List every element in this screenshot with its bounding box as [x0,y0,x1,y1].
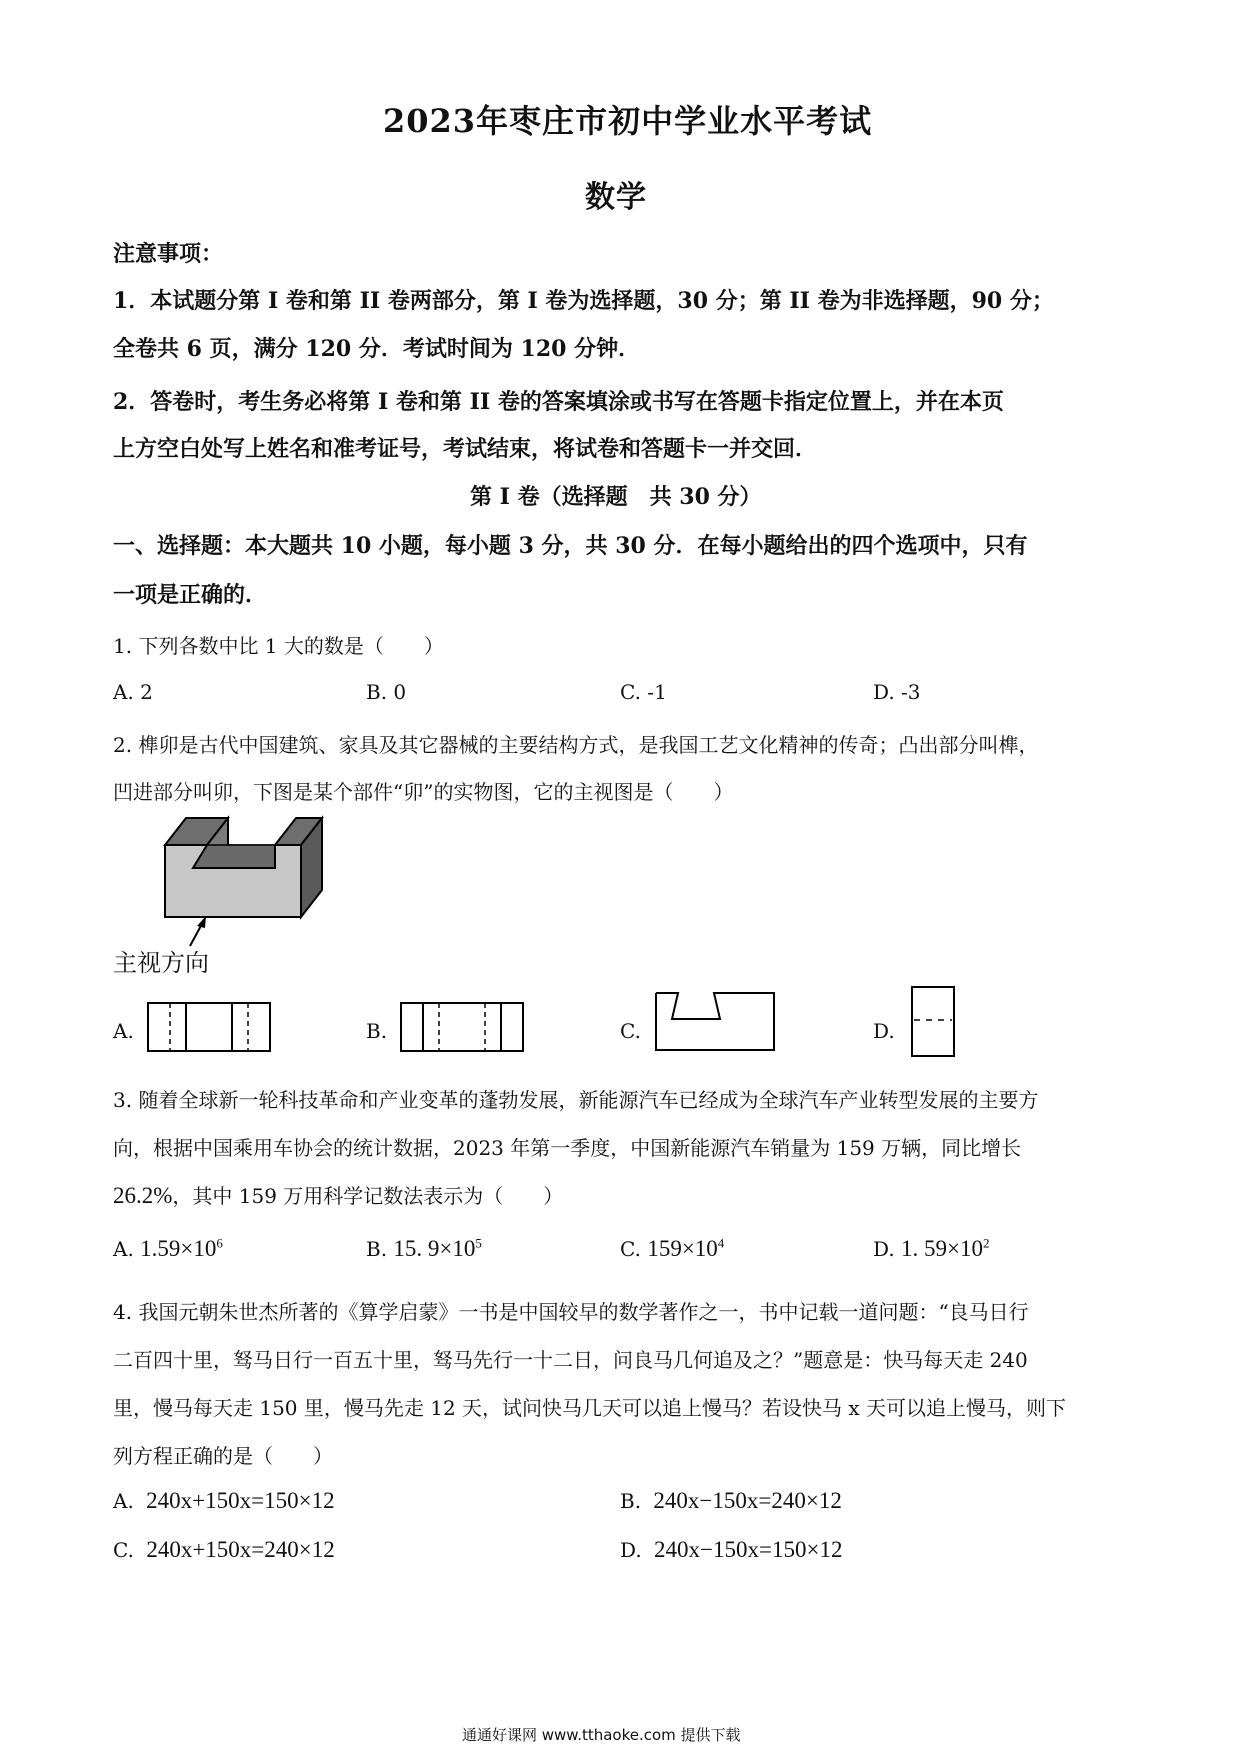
q3-percent: 26.2% [113,1183,173,1208]
q3-stem-line1: 3. 随着全球新一轮科技革命和产业变革的蓬勃发展，新能源汽车已经成为全球汽车产业转型发展的主要方 [113,1088,1039,1112]
q4-option-a [113,1488,335,1514]
q3-option-a-exp: 6 [216,1235,223,1251]
q3-option-a-label: A. [113,1237,134,1261]
subject-title: 数学 [585,180,647,215]
notice-item2-line1: 2．答卷时，考生务必将第 I 卷和第 II 卷的答案填涂或书写在答题卡指定位置上，并在本页 [113,389,1004,415]
section-title: 第 I 卷（选择题 共 30 分） [470,484,762,510]
q3-stem-rest: ，其中 159 万用科学记数法表示为（ ） [172,1184,564,1208]
q1-option-a: A. 2 [113,680,153,704]
q4-stem-line1: 4. 我国元朝朱世杰所著的《算学启蒙》一书是中国较早的数学著作之一，书中记载一道问题：“良马日行 [113,1300,1029,1324]
notice-item1-line2: 全卷共 6 页，满分 120 分．考试时间为 120 分钟． [113,336,641,362]
q3-option-b-exp: 5 [475,1235,482,1251]
q4-option-d-equation: 240x−150x=150×12 [654,1537,843,1562]
q3-option-d-exp: 2 [983,1235,990,1251]
q3-stem-line2: 向，根据中国乘用车协会的统计数据，2023 年第一季度，中国新能源汽车销量为 159 万辆，同比增长 [113,1136,1022,1160]
q3-option-a-base: 1.59×10 [140,1236,217,1261]
q3-option-b-label: B. [366,1237,388,1261]
q3-stem-line3 [113,1180,563,1209]
q2-stem-line1: 2. 榫卯是古代中国建筑、家具及其它器械的主要结构方式，是我国工艺文化精神的传奇；凸出部分叫榫， [113,733,1039,757]
q4-option-a-equation: 240x+150x=150×12 [146,1488,335,1513]
q3-option-b [366,1236,482,1262]
q4-stem-line3: 里，慢马每天走 150 里，慢马先走 12 天，试问快马几天可以追上慢马？若设快马 x 天可以追上慢马，则下 [113,1396,1067,1420]
q4-option-c [113,1537,335,1563]
section-instruction-line1: 一、选择题：本大题共 10 小题，每小题 3 分，共 30 分．在每小题给出的四个选项中，只有 [113,533,1028,559]
q4-option-b [620,1488,842,1514]
q4-option-a-label: A. [113,1489,134,1513]
q4-option-c-label: C. [113,1538,134,1562]
footer-text: 通通好课网 www.tthaoke.com 提供下载 [462,1726,741,1744]
q1-stem: 1. 下列各数中比 1 大的数是（ ） [113,634,444,658]
q2-option-d-label: D. [873,1019,895,1043]
q3-option-a-value [140,1236,223,1261]
q2-option-c-label: C. [620,1019,641,1043]
q3-option-b-value [393,1236,481,1261]
q3-option-a [113,1236,223,1262]
q3-option-c [620,1236,724,1262]
q4-option-d [620,1537,842,1563]
q3-option-c-exp: 4 [717,1235,725,1251]
q4-option-b-equation: 240x−150x=240×12 [653,1488,842,1513]
q4-option-c-equation: 240x+150x=240×12 [146,1537,335,1562]
q3-option-d-base: 1. 59×10 [901,1236,984,1261]
q2-option-a-label: A. [113,1019,134,1043]
notice-heading: 注意事项： [113,241,224,267]
q4-stem-line2: 二百四十里，驽马日行一百五十里，驽马先行一十二日，问良马几何追及之？”题意是：快马每天走 240 [113,1348,1028,1372]
q3-option-b-base: 15. 9×10 [393,1236,476,1261]
section-instruction-line2: 一项是正确的． [113,582,268,608]
q2-stem-line2: 凹进部分叫卯，下图是某个部件“卯”的实物图，它的主视图是（ ） [113,780,734,804]
q1-option-d: D. -3 [873,680,921,704]
q3-option-d-label: D. [873,1237,895,1261]
q1-option-c: C. -1 [620,680,667,704]
q3-option-d-value [901,1236,989,1261]
q3-option-c-label: C. [620,1237,641,1261]
exam-title: 2023年枣庄市初中学业水平考试 [383,102,873,140]
q4-option-d-label: D. [620,1538,642,1562]
q3-option-d [873,1236,990,1262]
q2-option-b-label: B. [366,1019,388,1043]
q3-option-c-base: 159×10 [647,1236,718,1261]
q4-stem-line4: 列方程正确的是（ ） [113,1444,333,1468]
q3-option-c-value [647,1236,724,1261]
notice-item1-line1: 1．本试题分第 I 卷和第 II 卷两部分，第 I 卷为选择题，30 分；第 II 卷为非选择题，90 分； [113,288,1054,314]
notice-item2-line2: 上方空白处写上姓名和准考证号，考试结束，将试卷和答题卡一并交回． [113,436,818,462]
q4-option-b-label: B. [620,1489,642,1513]
q1-option-b: B. 0 [366,680,407,704]
q2-figure-label: 主视方向 [113,949,209,977]
